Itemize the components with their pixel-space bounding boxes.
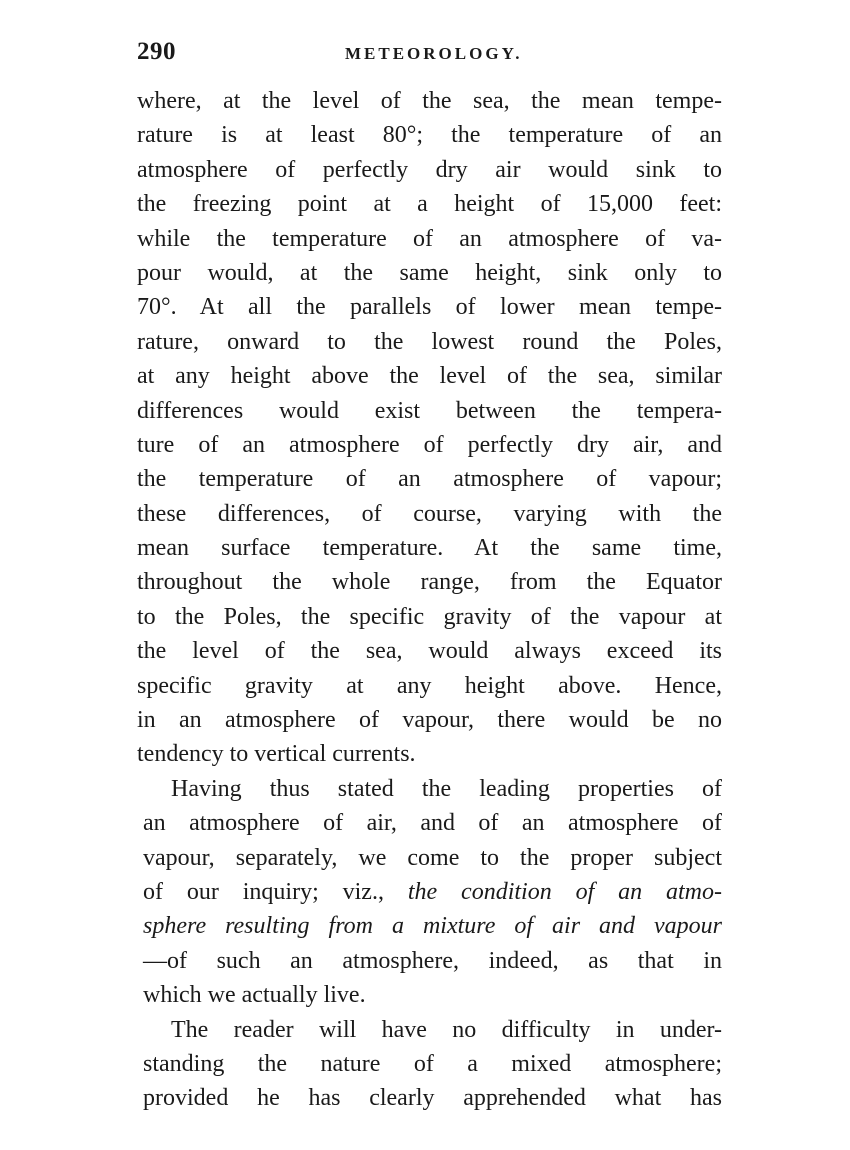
text-line: which we actually live.	[143, 982, 366, 1009]
italic-phrase: the condition of an atmo-	[407, 878, 723, 905]
page-number: 290	[137, 38, 176, 65]
text-line	[137, 875, 722, 909]
text-line: 70°. At all the parallels of lower mean tempe-	[137, 294, 722, 321]
text-line: the temperature of an atmosphere of vapour;	[137, 466, 722, 493]
text-line: rature, onward to the lowest round the Poles,	[137, 328, 722, 355]
text-line	[137, 909, 722, 943]
text-line: standing the nature of a mixed atmosphere;	[143, 1050, 722, 1077]
text-line: Having thus stated the leading properties of	[171, 775, 722, 802]
text-line: the freezing point at a height of 15,000 feet:	[137, 191, 722, 218]
text-line: The reader will have no difficulty in under-	[171, 1016, 722, 1043]
text-line: provided he has clearly apprehended what has	[143, 1085, 722, 1112]
text-line: the level of the sea, would always exceed its	[137, 638, 722, 665]
paragraph-2	[137, 772, 722, 1013]
text-line: rature is at least 80°; the temperature of an	[137, 122, 722, 149]
body-text	[137, 84, 722, 1116]
text-line: an atmosphere of air, and of an atmosphere of	[143, 810, 722, 837]
text-line: —of such an atmosphere, indeed, as that in	[143, 947, 722, 974]
text-line: while the temperature of an atmosphere of va-	[137, 225, 722, 252]
text-line: vapour, separately, we come to the proper subject	[143, 844, 722, 871]
text-line: atmosphere of perfectly dry air would sink to	[137, 156, 722, 183]
text-segment: of our inquiry; viz.,	[143, 878, 384, 905]
text-line: where, at the level of the sea, the mean tempe-	[137, 88, 722, 114]
italic-phrase: sphere resulting from a mixture of air and vapour	[143, 913, 722, 940]
text-line: differences would exist between the tempera-	[137, 397, 722, 424]
text-line: mean surface temperature. At the same time,	[137, 535, 722, 562]
text-line: ture of an atmosphere of perfectly dry air, and	[137, 431, 722, 458]
text-line: throughout the whole range, from the Equator	[137, 569, 722, 596]
text-line: tendency to vertical currents.	[137, 741, 416, 768]
running-head	[137, 38, 727, 72]
text-line: at any height above the level of the sea, similar	[137, 363, 722, 390]
paragraph-3	[137, 1013, 722, 1116]
text-line: pour would, at the same height, sink only to	[137, 259, 722, 286]
text-line: specific gravity at any height above. Hence,	[137, 672, 722, 699]
text-line: in an atmosphere of vapour, there would be no	[137, 707, 722, 734]
text-line: to the Poles, the specific gravity of the vapour at	[137, 603, 722, 630]
running-title: METEOROLOGY.	[345, 44, 523, 63]
paragraph-1	[137, 84, 722, 772]
text-line: these differences, of course, varying with the	[137, 500, 722, 527]
